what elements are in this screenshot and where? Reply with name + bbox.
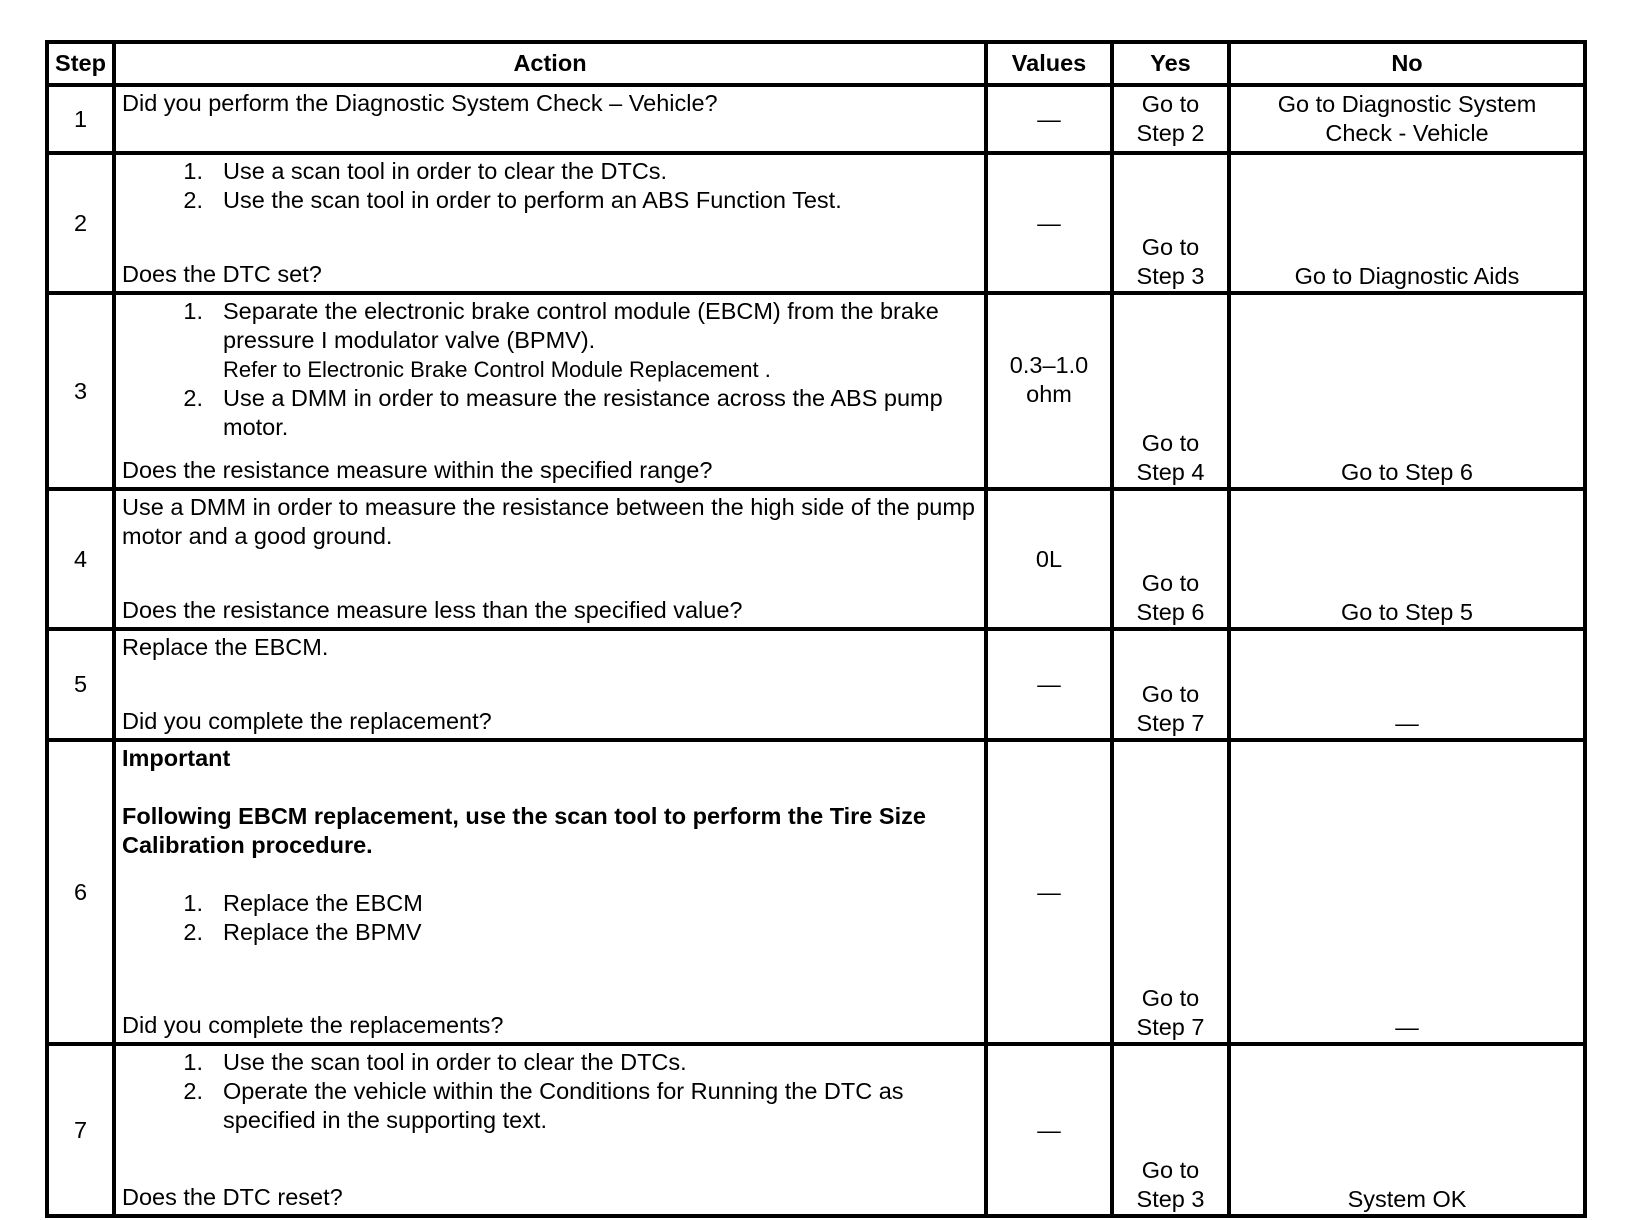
item-text: Use the scan tool in order to perform an ABS Function Test.	[223, 187, 842, 213]
yes-cell	[1112, 489, 1229, 629]
action-steps	[122, 889, 976, 947]
action-steps	[122, 297, 976, 442]
step-number: 7	[47, 1044, 114, 1216]
yes-cell	[1112, 1044, 1229, 1216]
action-cell	[114, 489, 986, 629]
yes-line: Go to	[1141, 91, 1200, 117]
reference-link[interactable]: Refer to Electronic Brake Control Module Replacement .	[223, 357, 771, 382]
item-number: 2.	[183, 919, 203, 945]
table-row	[47, 85, 1585, 153]
list-item	[122, 157, 976, 186]
header-action: Action	[114, 42, 986, 85]
yes-line: Go to	[1141, 234, 1200, 260]
value-line: ohm	[1026, 381, 1072, 407]
action-cell	[114, 85, 986, 153]
action-steps	[122, 1048, 976, 1135]
header-no: No	[1229, 42, 1585, 85]
step-number: 1	[47, 85, 114, 153]
no-cell	[1229, 740, 1585, 1044]
no-cell	[1229, 489, 1585, 629]
item-number: 2.	[183, 385, 203, 411]
no-line: System OK	[1347, 1186, 1467, 1212]
header-row	[47, 42, 1585, 85]
yes-line: Step 7	[1136, 1014, 1205, 1040]
table-row	[47, 489, 1585, 629]
yes-line: Step 4	[1136, 459, 1205, 485]
value-cell: —	[986, 85, 1112, 153]
action-cell	[114, 293, 986, 489]
action-question: Does the DTC set?	[122, 261, 322, 287]
no-line: Go to Step 5	[1341, 599, 1473, 625]
yes-cell	[1112, 153, 1229, 293]
item-text: Replace the EBCM	[223, 890, 423, 916]
action-question: Did you perform the Diagnostic System Check – Vehicle?	[122, 90, 718, 116]
step-number: 2	[47, 153, 114, 293]
step-number: 6	[47, 740, 114, 1044]
no-cell	[1229, 1044, 1585, 1216]
value-cell: —	[986, 740, 1112, 1044]
yes-line: Step 6	[1136, 599, 1205, 625]
item-text-main: Separate the electronic brake control module (EBCM) from the brake pressure I modulator valve (BPMV).	[223, 298, 939, 353]
yes-cell	[1112, 85, 1229, 153]
no-cell	[1229, 629, 1585, 740]
value-cell: —	[986, 629, 1112, 740]
header-yes: Yes	[1112, 42, 1229, 85]
step-number: 5	[47, 629, 114, 740]
item-text: Use a DMM in order to measure the resistance across the ABS pump motor.	[223, 385, 943, 440]
no-line: Go to Step 6	[1341, 459, 1473, 485]
value-cell: —	[986, 153, 1112, 293]
no-cell	[1229, 293, 1585, 489]
yes-line: Step 2	[1136, 120, 1205, 146]
yes-line: Go to	[1141, 430, 1200, 456]
yes-cell	[1112, 293, 1229, 489]
step-number: 3	[47, 293, 114, 489]
table-row	[47, 293, 1585, 489]
table-row	[47, 740, 1585, 1044]
yes-cell	[1112, 740, 1229, 1044]
item-number: 2.	[183, 1078, 203, 1104]
action-question: Does the resistance measure within the specified range?	[122, 457, 713, 483]
action-cell	[114, 740, 986, 1044]
action-cell	[114, 153, 986, 293]
no-line: —	[1395, 710, 1419, 736]
list-item	[122, 1048, 976, 1077]
no-line: —	[1395, 1014, 1419, 1040]
item-text	[223, 297, 976, 384]
item-number: 1.	[183, 298, 203, 324]
yes-line: Step 7	[1136, 710, 1205, 736]
yes-line: Step 3	[1136, 1186, 1205, 1212]
no-line: Go to Diagnostic Aids	[1294, 263, 1520, 289]
list-item	[122, 889, 976, 918]
no-line: Check - Vehicle	[1325, 120, 1489, 146]
list-item	[122, 186, 976, 215]
value-cell: 0L	[986, 489, 1112, 629]
item-text: Replace the BPMV	[223, 919, 422, 945]
item-number: 1.	[183, 158, 203, 184]
yes-line: Go to	[1141, 570, 1200, 596]
item-text: Use a scan tool in order to clear the DTCs.	[223, 158, 668, 184]
action-intro: Replace the EBCM.	[122, 634, 329, 660]
header-step: Step	[47, 42, 114, 85]
item-text: Operate the vehicle within the Conditions for Running the DTC as specified in the supporting text.	[223, 1078, 904, 1133]
no-cell	[1229, 85, 1585, 153]
action-cell	[114, 629, 986, 740]
table-row	[47, 629, 1585, 740]
table-row	[47, 1044, 1585, 1216]
value-cell: —	[986, 1044, 1112, 1216]
yes-line: Go to	[1141, 985, 1200, 1011]
item-number: 2.	[183, 187, 203, 213]
item-number: 1.	[183, 1049, 203, 1075]
value-cell	[986, 293, 1112, 489]
action-question: Does the resistance measure less than the specified value?	[122, 597, 743, 623]
list-item	[122, 384, 976, 442]
table-row	[47, 153, 1585, 293]
important-label: Important	[122, 745, 231, 771]
important-text: Following EBCM replacement, use the scan tool to perform the Tire Size Calibration procedure.	[122, 803, 926, 858]
list-item	[122, 1077, 976, 1135]
action-steps	[122, 157, 976, 215]
item-text: Use the scan tool in order to clear the DTCs.	[223, 1049, 687, 1075]
action-intro: Use a DMM in order to measure the resistance between the high side of the pump motor and a good ground.	[122, 494, 975, 549]
no-cell	[1229, 153, 1585, 293]
item-number: 1.	[183, 890, 203, 916]
diagnostic-table	[45, 40, 1587, 1218]
action-question: Does the DTC reset?	[122, 1184, 343, 1210]
action-question: Did you complete the replacement?	[122, 708, 492, 734]
yes-cell	[1112, 629, 1229, 740]
action-cell	[114, 1044, 986, 1216]
list-item	[122, 918, 976, 947]
yes-line: Go to	[1141, 681, 1200, 707]
value-line: 0.3–1.0	[1009, 352, 1089, 378]
header-values: Values	[986, 42, 1112, 85]
action-question: Did you complete the replacements?	[122, 1012, 504, 1038]
yes-line: Step 3	[1136, 263, 1205, 289]
step-number: 4	[47, 489, 114, 629]
no-line: Go to Diagnostic System	[1277, 91, 1537, 117]
list-item	[122, 297, 976, 384]
yes-line: Go to	[1141, 1157, 1200, 1183]
